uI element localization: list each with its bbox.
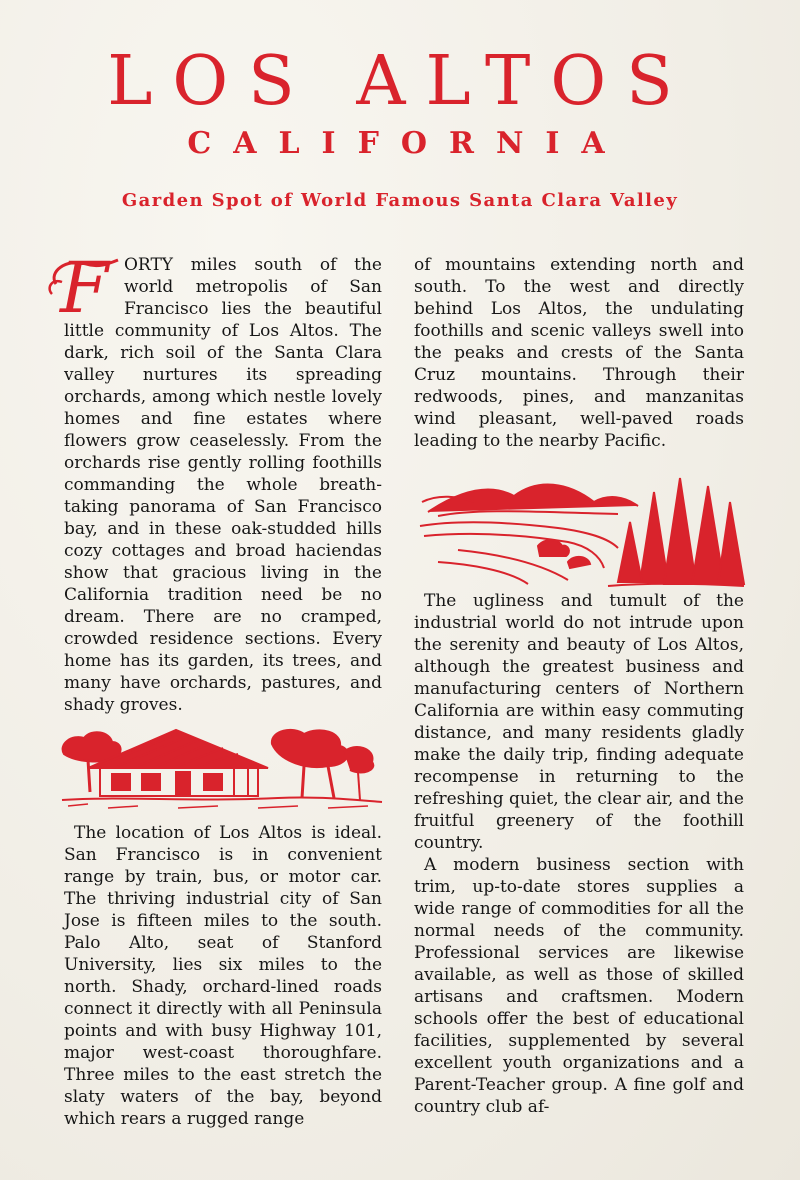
left-paragraph-2: The location of Los Altos is ideal. San Francisco is in convenient range by train, bus, or motor car. The thriving industrial city of San Jose is fifteen miles to the south. Palo Alto, seat of Stanford University, lies six miles to the north. Shady, orchard-lined roads connect it directly with all Peninsula points and with busy Highway 101, major west-coast thoroughfare. Three miles to the east stretch the slaty waters of the bay, beyond which rears a rugged range — [64, 823, 382, 1129]
page-subtitle: CALIFORNIA — [187, 126, 627, 161]
left-column — [60, 254, 382, 716]
page-tagline: Garden Spot of World Famous Santa Clara Valley — [121, 190, 679, 211]
drop-cap-f-icon — [46, 254, 124, 318]
right-column — [414, 254, 744, 452]
redwood-landscape-illustration — [418, 472, 746, 590]
drop-cap-letter: F — [60, 254, 109, 318]
page-title: LOS ALTOS — [107, 42, 693, 121]
right-paragraph-2: The ugliness and tumult of the industrial world do not intrude upon the serenity and beauty of Los Altos, although the greatest business and manufacturing centers of Northern California are within easy commuting distance, and many residents gladly make the daily trip, finding adequate recompense in returning to the refreshing quiet, the clear air, and the fruitful greenery of the foothill country. — [414, 591, 744, 853]
right-paragraph-3: A modern business section with trim, up-to-date stores supplies a wide range of commodities for all the normal needs of the community. Professional services are likewise available, as well as those of skilled artisans and craftsmen. Modern schools offer the best of educational facilities, supplemented by several excellent youth organizations and a Parent-Teacher group. A fine golf and country club af- — [414, 855, 744, 1117]
drop-cap — [46, 254, 124, 318]
left-paragraph-1: ORTY miles south of the world metropolis of San Francisco lies the beautiful little community of Los Altos. The dark, rich soil of the Santa Clara valley nurtures its spreading orchards, among which nestle lovely homes and fine estates where flowers grow ceaselessly. From the orchards rise gently rolling foothills commanding the whole breath-taking panorama of San Francisco bay, and in these oak-studded hills cozy cottages and broad haciendas show that gracious living in the California tradition need be no dream. There are no cramped, crowded residence sections. Every home has its garden, its trees, and many have orchards, pastures, and shady groves. — [64, 255, 382, 715]
right-column-lower — [414, 590, 744, 1118]
ranch-house-illustration — [58, 722, 386, 814]
right-paragraph-1: of mountains extending north and south. To the west and directly behind Los Altos, the undulating foothills and scenic valleys swell into the peaks and crests of the Santa Cruz mountains. Through their redwoods, pines, and manzanitas wind pleasant, well-paved roads leading to the nearby Pacific. — [414, 255, 744, 451]
left-column-lower — [64, 822, 382, 1130]
